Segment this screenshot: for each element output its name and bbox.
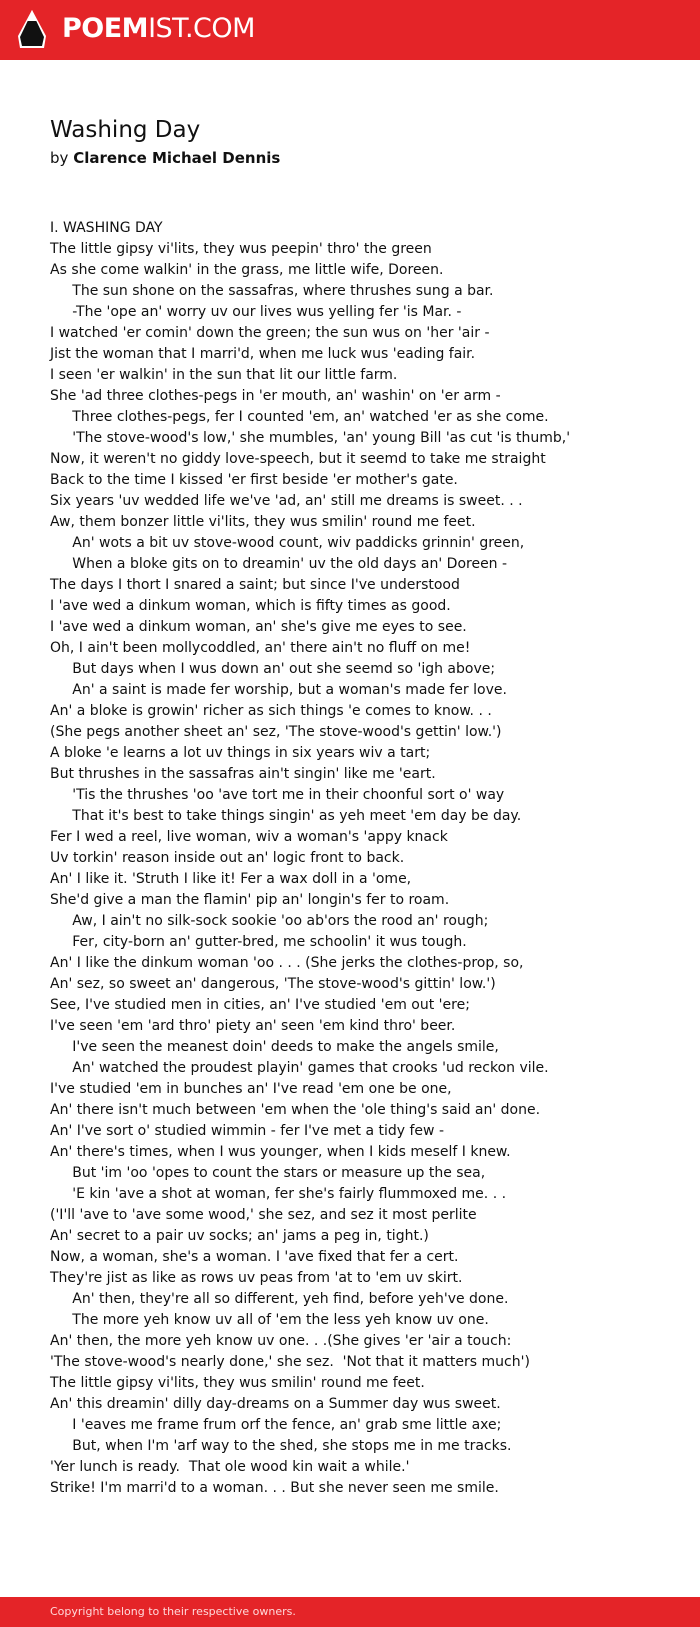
poem-line: An' a saint is made fer worship, but a woman's made fer love. — [50, 682, 507, 698]
poem-line: But thrushes in the sassafras ain't singin' like me 'eart. — [50, 766, 436, 782]
poem-line: 'Yer lunch is ready. That ole wood kin wait a while.' — [50, 1459, 410, 1475]
poem-line: A bloke 'e learns a lot uv things in six years wiv a tart; — [50, 745, 431, 761]
poem-line: But 'im 'oo 'opes to count the stars or measure up the sea, — [50, 1165, 486, 1181]
poem-line: -The 'ope an' worry uv our lives wus yelling fer 'is Mar. - — [50, 304, 462, 320]
poem-line: Uv torkin' reason inside out an' logic front to back. — [50, 850, 405, 866]
poem-line: As she come walkin' in the grass, me little wife, Doreen. — [50, 262, 444, 278]
poem-line: I've seen the meanest doin' deeds to make the angels smile, — [50, 1039, 499, 1055]
poem-line: But days when I wus down an' out she seemd so 'igh above; — [50, 661, 496, 677]
poem-line: She 'ad three clothes-pegs in 'er mouth, an' washin' on 'er arm - — [50, 388, 501, 404]
poem-line: That it's best to take things singin' as yeh meet 'em day be day. — [50, 808, 522, 824]
poem-line: An' this dreamin' dilly day-dreams on a Summer day wus sweet. — [50, 1396, 501, 1412]
poem-line: The days I thort I snared a saint; but since I've understood — [50, 577, 460, 593]
poem-line: Back to the time I kissed 'er first beside 'er mother's gate. — [50, 472, 458, 488]
site-logo-link[interactable] — [0, 0, 260, 60]
logo-bold: POEM — [62, 13, 149, 44]
poem-line: An' I like the dinkum woman 'oo . . . (She jerks the clothes-prop, so, — [50, 955, 524, 971]
poem-line: She'd give a man the flamin' pip an' longin's fer to roam. — [50, 892, 450, 908]
poem-line: An' then, the more yeh know uv one. . .(She gives 'er 'air a touch: — [50, 1333, 512, 1349]
poem-line: (She pegs another sheet an' sez, 'The stove-wood's gettin' low.') — [50, 724, 502, 740]
poem-line: The little gipsy vi'lits, they wus smilin' round me feet. — [50, 1375, 425, 1391]
poem-line: Three clothes-pegs, fer I counted 'em, an' watched 'er as she come. — [50, 409, 549, 425]
poem-line: Jist the woman that I marri'd, when me luck wus 'eading fair. — [50, 346, 476, 362]
site-footer — [0, 1597, 700, 1627]
poem-line: The more yeh know uv all of 'em the less yeh know uv one. — [50, 1312, 489, 1328]
poem-line: Fer, city-born an' gutter-bred, me schoolin' it wus tough. — [50, 934, 467, 950]
poem-line: ('I'll 'ave to 'ave some wood,' she sez, and sez it most perlite — [50, 1207, 477, 1223]
poem-line: An' then, they're all so different, yeh find, before yeh've done. — [50, 1291, 509, 1307]
poem-line: 'The stove-wood's low,' she mumbles, 'an' young Bill 'as cut 'is thumb,' — [50, 430, 571, 446]
poem-line: An' I like it. 'Struth I like it! Fer a wax doll in a 'ome, — [50, 871, 412, 887]
author-name[interactable]: Clarence Michael Dennis — [73, 149, 281, 167]
site-logo-text — [62, 11, 255, 47]
poem-line: An' sez, so sweet an' dangerous, 'The stove-wood's gittin' low.') — [50, 976, 496, 992]
poem-line: I seen 'er walkin' in the sun that lit our little farm. — [50, 367, 398, 383]
poem-line: I've seen 'em 'ard thro' piety an' seen 'em kind thro' beer. — [50, 1018, 456, 1034]
poem-line: An' wots a bit uv stove-wood count, wiv paddicks grinnin' green, — [50, 535, 525, 551]
poem-line: An' watched the proudest playin' games that crooks 'ud reckon vile. — [50, 1060, 549, 1076]
poem-line: I watched 'er comin' down the green; the sun wus on 'her 'air - — [50, 325, 490, 341]
poem-line: I. WASHING DAY — [50, 220, 163, 236]
poem-line: 'The stove-wood's nearly done,' she sez. 'Not that it matters much') — [50, 1354, 530, 1370]
poem-line: I've studied 'em in bunches an' I've read 'em one be one, — [50, 1081, 452, 1097]
pencil-logo-icon — [18, 10, 46, 52]
poem-line: An' I've sort o' studied wimmin - fer I've met a tidy few - — [50, 1123, 444, 1139]
poem-line: Now, it weren't no giddy love-speech, but it seemd to take me straight — [50, 451, 546, 467]
poem-line: They're jist as like as rows uv peas from 'at to 'em uv skirt. — [50, 1270, 463, 1286]
poem-line: 'Tis the thrushes 'oo 'ave tort me in their choonful sort o' way — [50, 787, 505, 803]
poem-line: See, I've studied men in cities, an' I've studied 'em out 'ere; — [50, 997, 470, 1013]
poem-line: Aw, them bonzer little vi'lits, they wus smilin' round me feet. — [50, 514, 476, 530]
poem-line: Strike! I'm marri'd to a woman. . . But she never seen me smile. — [50, 1480, 499, 1496]
poem-line: Fer I wed a reel, live woman, wiv a woman's 'appy knack — [50, 829, 448, 845]
poem-line: But, when I'm 'arf way to the shed, she stops me in me tracks. — [50, 1438, 512, 1454]
poem-line: Six years 'uv wedded life we've 'ad, an' still me dreams is sweet. . . — [50, 493, 523, 509]
poem-title: Washing Day — [50, 117, 201, 143]
poem-line: The little gipsy vi'lits, they wus peepin' thro' the green — [50, 241, 432, 257]
poem-line: Oh, I ain't been mollycoddled, an' there ain't no fluff on me! — [50, 640, 471, 656]
site-header — [0, 0, 700, 60]
poem-line: Aw, I ain't no silk-sock sookie 'oo ab'ors the rood an' rough; — [50, 913, 489, 929]
poem-line: An' there's times, when I wus younger, when I kids meself I knew. — [50, 1144, 511, 1160]
poem-body — [50, 218, 680, 1499]
byline-prefix: by — [50, 149, 69, 167]
poem-line: I 'ave wed a dinkum woman, which is fifty times as good. — [50, 598, 451, 614]
poem-line: I 'ave wed a dinkum woman, an' she's give me eyes to see. — [50, 619, 467, 635]
poem-line: An' there isn't much between 'em when the 'ole thing's said an' done. — [50, 1102, 541, 1118]
poem-line: Now, a woman, she's a woman. I 'ave fixed that fer a cert. — [50, 1249, 459, 1265]
poem-line: The sun shone on the sassafras, where thrushes sung a bar. — [50, 283, 494, 299]
poem-line: An' a bloke is growin' richer as sich things 'e comes to know. . . — [50, 703, 492, 719]
logo-light: IST.COM — [148, 13, 255, 44]
byline — [50, 148, 280, 168]
poem-line: When a bloke gits on to dreamin' uv the old days an' Doreen - — [50, 556, 508, 572]
copyright-text: Copyright belong to their respective owners. — [50, 1605, 296, 1618]
poem-line: 'E kin 'ave a shot at woman, fer she's fairly flummoxed me. . . — [50, 1186, 507, 1202]
poem-line: I 'eaves me frame frum orf the fence, an' grab sme little axe; — [50, 1417, 502, 1433]
poem-line: An' secret to a pair uv socks; an' jams a peg in, tight.) — [50, 1228, 429, 1244]
